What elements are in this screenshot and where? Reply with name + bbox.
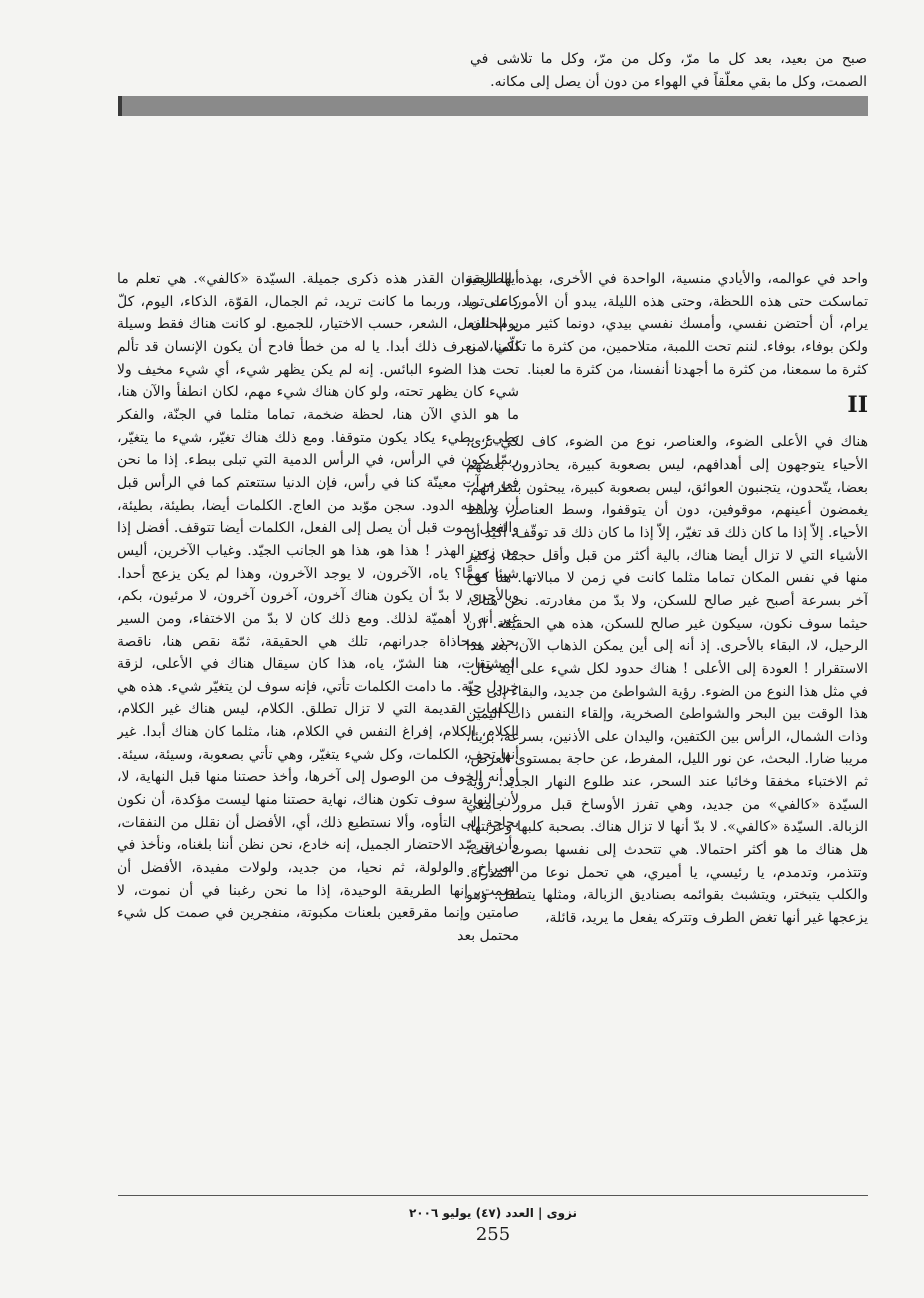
footer-rule xyxy=(118,1195,868,1196)
right-column xyxy=(466,268,868,1148)
section-number: II xyxy=(847,392,868,419)
right-paragraph-1: واحد في عوالمه، والأيادي منسية، الواحدة في الأخرى، بهذه الطريقة تماسكت حتى هذه اللحظة، وحتى هذه الليلة، يبدو أن الأمور على ما يرام، أن أحتضن نفسي، وأمسك نفسي بيدي، دونما كثير من الحنان، ولكن بوفاء، بوفاء. لننم تحت اللمبة، متلاحمين، من كثرة ما تكلّمنا، من كثرة ما سمعنا، من كثرة ما أجهدنا أنفسنا، من كثرة ما لعبنا. xyxy=(466,271,868,378)
top-paragraph: صبح من بعيد، بعد كل ما مرّ، وكل من مرّ، وكل ما تلاشى في الصمت، وكل ما بقي معلّقاً في الهواء من دون أن يصل إلى مكانه. xyxy=(470,51,867,90)
right-paragraph-2: هناك في الأعلى الضوء، والعناصر، نوع من الضوء، كاف لكي نرى، الأحياء يتوجهون إلى أهدافهم، ليس بصعوبة كبيرة، يحاذرون بعضهم بعضا، يتّحدون، يتجنبون العوائق، ليس بصعوبة كبيرة، يبحثون بنظراتهم، يغمضون أعينهم، موقوفين، دون أن يتوقفوا، وسط العناصر، وسط الأحياء. إلاّ إذا ما كان ذلك قد تغيّر، إلاّ إذا ما كان ذلك قد توقّف. أكيد أن الأشياء التي لا تزال أيضا هناك، بالية أكثر من قبل وأقل حجما، وكثير منها في نفس المكان تماما مثلما كانت في زمن لا مبالاتها. هنا كوخ آخر بسرعة أصبح غير صالح للسكن، ولا بدّ من مغادرته. نحن هناك، حيثما سوف نكون، سيكون غير صالح للسكن، هذه هي الحقيقة. اذن الرحيل، لا، البقاء بالأحرى. إذ أنه إلى أين يمكن الذهاب الآن، بعد هذا الاستقرار ! العودة إلى الأعلى ! هناك حدود لكل شيء على أية حال. في مثل هذا النوع من الضوء. رؤية الشواطئ من جديد، والبقاء إلى حدّ هذا الوقت بين البحر والشواطئ الصخرية، وإلقاء النفس ذات اليمين وذات الشمال، الرأس بين الكتفين، واليدان على الأذنين، بسرعة، بريئا، مريبا ضارا. البحث، عن نور الليل، المفرط، عن حاجة بمستوى العرض، ثم الاختباء مخفقا وخائبا عند السحر، عند طلوع النهار الجديد. رؤية السيّدة «كالفي» من جديد، وهي تفرز الأوساخ قبل مرور جامعي الزبالة. السيّدة «كالفي». لا بدّ أنها لا تزال هناك. بصحبة كلبها وعربتها. هل هناك ما هو أكثر احتمالا. هي تتحدث إلى نفسها بصوت خافت، وتتذمر، وتدمدم، يا رئيسي، يا أميري، هي تحمل نوعا من المذراة. والكلب يتبختر، ويتشبث بقوائمه بصناديق الزبالة، ومثلها يتطفل. وهو يزعجها غير أنها تغض الطرف وتتركه يفعل ما يريد، قائلة، xyxy=(466,434,868,927)
left-column xyxy=(117,268,519,1148)
running-head: نزوى | العدد (٤٧) يوليو ٢٠٠٦ xyxy=(408,1206,578,1220)
page-number: 255 xyxy=(475,1224,511,1245)
header-band xyxy=(118,96,868,116)
left-paragraph-1: أيها الحيوان القذر هذه ذكرى جميلة. السيّدة «كالفي». هي تعلم ما كانت تريد، وربما ما كانت تريد، ثم الجمال، القوّة، الذكاء، اليوم، كلّ يوم، الفعل، الشعر، حسب الاختيار، للجميع. لو كانت هناك فقط وسيلة لكي لا نعرف ذلك أبدا. يا له من خطأ فادح أن يكون الإنسان قد تألم تحت هذا الضوء البائس. إنه لم يكن يظهر شيء، أي شيء مخيف ولا شيء كان يظهر تحته، ولو كان هناك شيء مهم، لكان انطفأ والآن هنا، ما هو الذي الآن هنا، لحظة ضخمة، تماما مثلما في الجنّة، والفكر بطيء، بطيء يكاد يكون متوقفا. ومع ذلك هناك تغيّر، شيء ما يتغيّر، ربمّا يكون في الرأس، في الرأس الدمية التي تبلى ببطء. إذا ما نحن في مرآت معينّة كنا في رأس، فإن الدنيا ستتعتم كما في الرأس قبل أن يداهمه الدود. سجن موّبد من العاج. الكلمات أيضا، بطيئة، بطيئة، والفعل يموت قبل أن يصل إلى الفعل، الكلمات أيضا تتوقف. أفضل إذا من زمن الهذر ! هذا هو، هذا هو الجانب الجيّد. وغياب الآخرين، أليس شيئا مهمًّا؟ ياه، الآخرون، لا يوجد الآخرون، وهذا لم يكن يزعج أحدا. وبالأحرى لا بدّ أن يكون هناك آخرون، آخرون آخرون، لا مرئيون، بكم، غير أنه لا أهميّة لذلك. ومع ذلك كان لا بدّ من الاختفاء، ومن السير بحذر بمحاذاة جدرانهم، تلك هي الحقيقة، ثمّة نقص هنا، ناقصة المشتقات، هنا الشرّ، ياه، هذا كان سيقال هناك في الأعلى، لزقة خردل حيّة. ما دامت الكلمات تأتي، فإنه سوف لن يتغيّر شيء. هذه هي الكلمات القديمة التي لا تزال تطلق. الكلام، ليس هناك غير الكلام، الكلام، الكلام، إفراغ النفس في الكلام، هنا، مثلما كان هناك أبدا. غير أنها تجف، الكلمات، وكل شيء يتغيّر، وهي تأتي بصعوبة، وسيئة، سيئة. أو أنه الخوف من الوصول إلى آخرها، وأخذ حصتنا منها قبل النهاية، لا، لأن النهاية سوف تكون هناك، نهاية حصتنا منها ليست مؤكدة، أن نكون بحاجة إلى التأوه، وألا نستطيع ذلك، أي، الأفضل أن نقلل من النفقات، وأن نترصّد الاحتضار الجميل، إنه خادع، نحن نظن أننا بلغناه، ونأخذ في الصراخ، والولولة، ثم نحيا، من جديد، ولولات مفيدة، الأفضل أن نصمت، إنها الطريقة الوحيدة، إذا ما نحن رغبنا في أن نموت، لا صامتين وإنما مقرقعين بلعنات مكبوتة، منفجرين في صمت كل شيء محتمل بعد xyxy=(117,271,519,945)
